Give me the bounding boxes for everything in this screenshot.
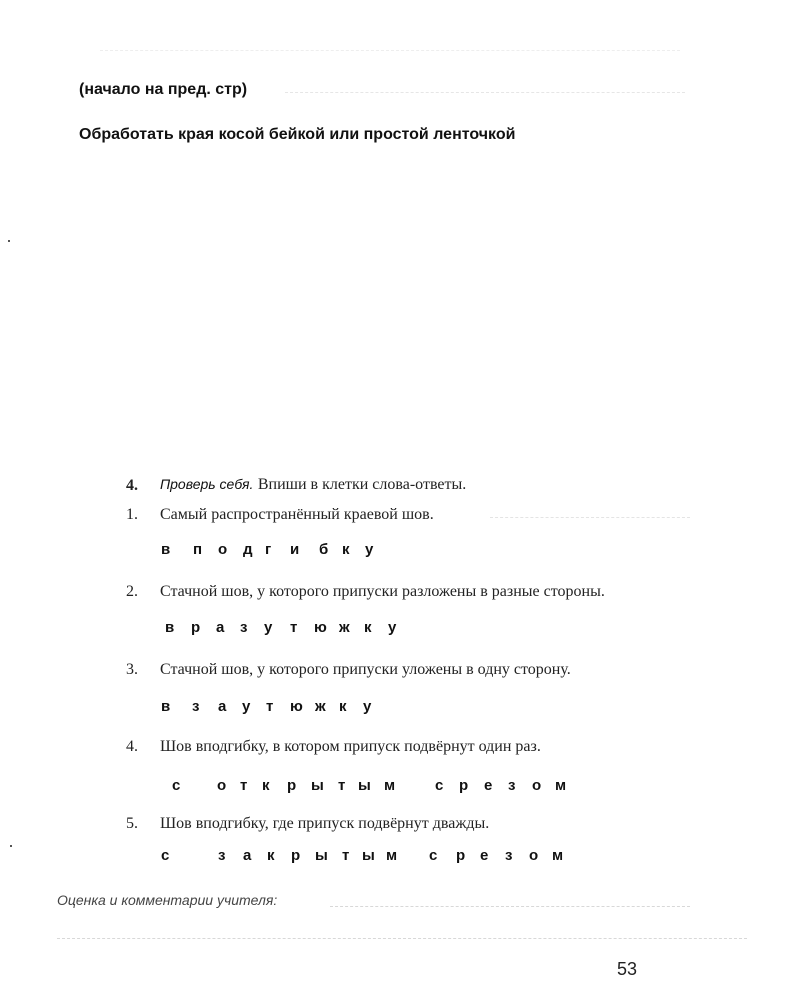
answer-letter: о <box>529 847 539 864</box>
scan-artifact <box>490 517 690 518</box>
answer-letter: у <box>363 698 372 715</box>
answer-letter: т <box>338 777 346 794</box>
scan-artifact <box>100 50 680 51</box>
answer-letter: в <box>161 541 171 558</box>
answer-letter: к <box>339 698 347 715</box>
answer-letter: р <box>287 777 297 794</box>
answer-letter: р <box>456 847 466 864</box>
answer-letter: ж <box>339 619 350 636</box>
answer-letter: с <box>161 847 170 864</box>
question-number: 3. <box>126 661 138 678</box>
task-heading <box>160 476 466 494</box>
question-text: Стачной шов, у которого припуски уложены в одну сторону. <box>160 661 571 678</box>
answer-letter: о <box>532 777 542 794</box>
question-number: 5. <box>126 815 138 832</box>
answer-letter: з <box>218 847 226 864</box>
answer-letter: а <box>243 847 252 864</box>
answer-letter: в <box>161 698 171 715</box>
answer-letter: и <box>290 541 300 558</box>
scan-artifact <box>285 92 685 93</box>
question-text: Самый распространённый краевой шов. <box>160 506 434 523</box>
answer-letter: ю <box>290 698 303 715</box>
answer-letter: м <box>555 777 567 794</box>
answer-letter: ж <box>315 698 326 715</box>
scan-speck <box>8 240 10 242</box>
answer-letter: м <box>386 847 398 864</box>
answer-letter: с <box>429 847 438 864</box>
answer-letter: о <box>218 541 228 558</box>
question-text: Шов вподгибку, в котором припуск подвёрнут один раз. <box>160 738 541 755</box>
answer-letter: г <box>265 541 272 558</box>
answer-letter: е <box>484 777 493 794</box>
answer-letter: у <box>365 541 374 558</box>
task-title-italic: Проверь себя. <box>160 476 254 492</box>
answer-letter: м <box>552 847 564 864</box>
answer-letter: т <box>290 619 298 636</box>
answer-letter: а <box>216 619 225 636</box>
question-text: Шов вподгибку, где припуск подвёрнут дважды. <box>160 815 490 832</box>
answer-letter: з <box>505 847 513 864</box>
answer-letter: к <box>364 619 372 636</box>
answer-letter: б <box>319 541 329 558</box>
answer-letter: ы <box>362 847 375 864</box>
answer-letter: с <box>172 777 181 794</box>
task-number: 4. <box>126 477 138 494</box>
instruction-heading: Обработать края косой бейкой или простой ленточкой <box>79 126 516 143</box>
answer-letter: т <box>266 698 274 715</box>
answer-row <box>0 541 800 561</box>
answer-letter: т <box>342 847 350 864</box>
answer-letter: ы <box>358 777 371 794</box>
question-text: Стачной шов, у которого припуски разложены в разные стороны. <box>160 583 605 600</box>
answer-letter: т <box>240 777 248 794</box>
comment-line <box>330 906 690 907</box>
answer-letter: р <box>291 847 301 864</box>
answer-letter: д <box>243 541 253 558</box>
comment-line <box>57 938 747 939</box>
question-number: 1. <box>126 506 138 523</box>
answer-letter: о <box>217 777 227 794</box>
answer-letter: м <box>384 777 396 794</box>
answer-letter: к <box>267 847 275 864</box>
answer-letter: з <box>508 777 516 794</box>
answer-letter: е <box>480 847 489 864</box>
answer-letter: с <box>435 777 444 794</box>
answer-letter: к <box>342 541 350 558</box>
task-title-rest: Впиши в клетки слова-ответы. <box>257 476 467 493</box>
question-number: 2. <box>126 583 138 600</box>
answer-letter: ы <box>315 847 328 864</box>
question-number: 4. <box>126 738 138 755</box>
answer-letter: р <box>191 619 201 636</box>
answer-letter: к <box>262 777 270 794</box>
answer-letter: у <box>388 619 397 636</box>
answer-letter: у <box>242 698 251 715</box>
answer-row <box>0 777 800 797</box>
answer-letter: ы <box>311 777 324 794</box>
teacher-comment-label: Оценка и комментарии учителя: <box>57 892 278 908</box>
answer-letter: а <box>218 698 227 715</box>
continued-note: (начало на пред. стр) <box>79 81 248 98</box>
page-number: 53 <box>617 959 638 979</box>
answer-letter: в <box>165 619 175 636</box>
answer-row <box>0 698 800 718</box>
answer-row <box>0 847 800 867</box>
answer-letter: з <box>240 619 248 636</box>
answer-letter: п <box>193 541 203 558</box>
answer-letter: з <box>192 698 200 715</box>
answer-letter: у <box>264 619 273 636</box>
answer-row <box>0 619 800 639</box>
answer-letter: ю <box>314 619 327 636</box>
answer-letter: р <box>459 777 469 794</box>
scan-speck <box>10 845 12 847</box>
